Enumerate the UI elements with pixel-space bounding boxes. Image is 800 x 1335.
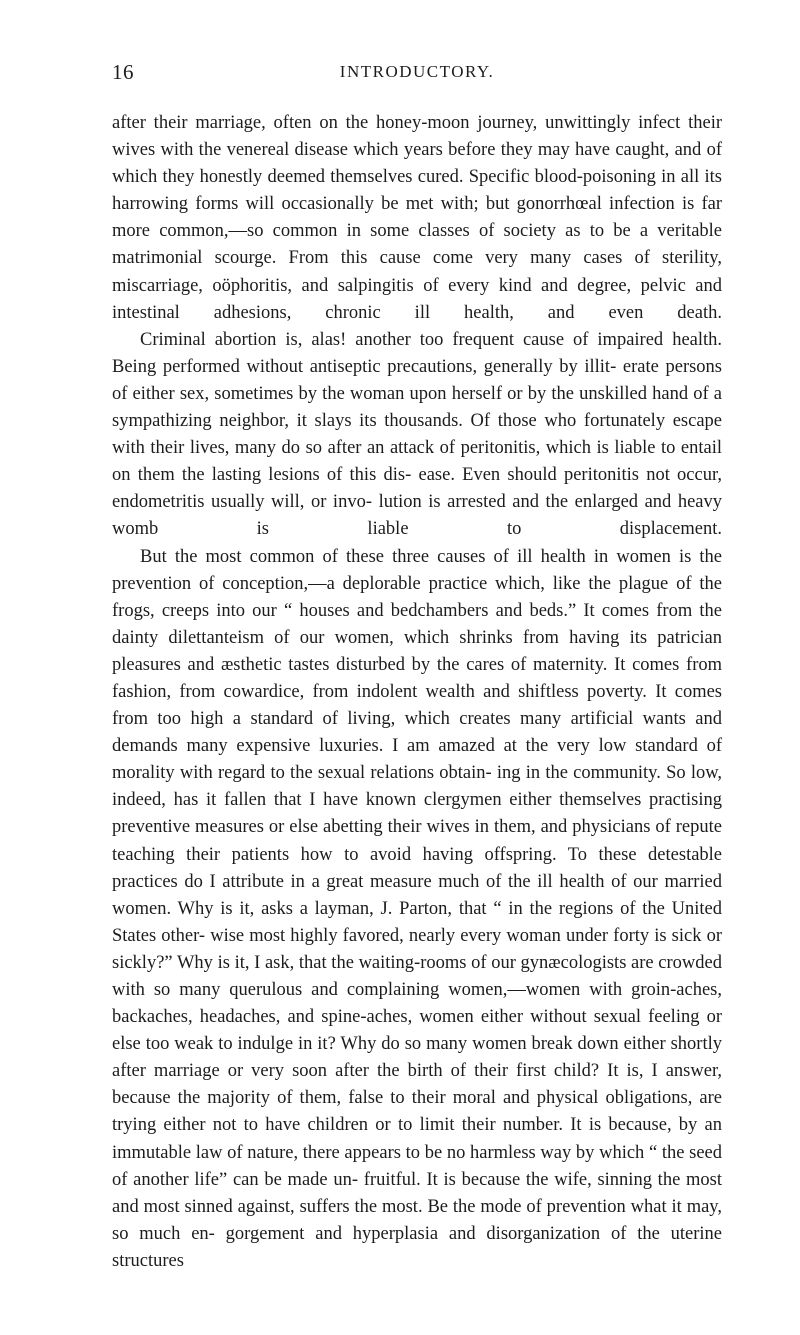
text-line: gorgement and hyperplasia and disorganization of the uterine structures [112,1223,722,1271]
text-line: wise most highly favored, nearly every woman under forty is sick or sickly?” [112,925,722,973]
text-line: poverty. It comes from too high a standard of living, which creates many [112,681,723,730]
running-head: INTRODUCTORY. [339,62,495,81]
text-line: backaches, headaches, and spine-aches, women either without sexual feeling [112,1007,700,1028]
text-line: It comes from fashion, from cowardice, from indolent wealth and shiftless [112,654,723,702]
text-line: ing in the community. So low, indeed, has it fallen that I have known [112,763,722,811]
text-line: from the dainty dilettanteism of our women, which shrinks from having its [112,600,722,648]
text-line: suffers the most. Be the mode of prevention what it may, so much en- [112,1196,722,1244]
text-line: the unskilled hand of a sympathizing neighbor, it slays its thousands. Of [112,383,723,432]
text-line: clergymen either themselves practising preventive measures or else abetting [112,790,722,838]
text-line: artificial wants and demands many expensive luxuries. I am amazed at the [112,709,722,757]
text-line: very low standard of morality with regard to the sexual relations obtain- [112,736,723,784]
text-line: peritonitis, which is liable to entail on them the lasting lesions of this dis- [112,438,722,486]
text-line: be no harmless way by which “ the seed of another life” can be made un- [112,1142,723,1190]
text-line: very many cases of sterility, miscarriage, oöphoritis, and salpingitis of every [112,248,722,296]
text-line: ease. Even should peritonitis not occur, endometritis usually will, or invo- [112,465,723,513]
paragraph [112,110,722,327]
text-line: caught, and of which they honestly deemed themselves cured. Specific [112,140,723,188]
text-line: with so many querulous and complaining women,—women with groin-aches, [112,980,722,1000]
text-line: after their marriage, often on the honey-moon journey, unwittingly infect [112,113,681,133]
text-line: It is, I answer, because the majority of them, false to their moral and [112,1061,722,1109]
paragraph [112,544,722,1276]
text-line: those who fortunately escape with their lives, many do so after an attack of [112,411,723,459]
text-line: lution is arrested and the enlarged and heavy womb is liable to displacement. [112,492,723,540]
text-line: erate persons of either sex, sometimes by the woman upon herself or by [112,356,723,404]
text-line: Criminal abortion is, alas! another too frequent cause of impaired [140,329,664,350]
text-line: even death. [608,302,722,323]
text-line: their wives with the venereal disease which years before they may have [112,113,722,161]
text-line: either shortly after marriage or very soon after the birth of their first child? [112,1034,722,1082]
text-line: blood-poisoning in all its harrowing forms will occasionally be met with; [112,167,722,215]
text-line: the frogs, creeps into our “ houses and bedchambers and beds.” It comes [112,573,722,621]
page-number: 16 [112,60,134,84]
text-line: But the most common of these three causes of ill health in women is the [140,546,722,567]
text-line: of society as to be a veritable matrimonial scourge. From this cause come [112,221,723,269]
text-line: but gonorrhœal infection is far more common,—so common in some classes [112,194,723,242]
page-header [112,60,722,84]
text-line: fruitful. It is because the wife, sinning the most and most sinned against, [112,1169,722,1217]
text-line: or else too weak to indulge in it? Why do so many women break down [112,1007,722,1055]
text-line: Why is it, I ask, that the waiting-rooms of our gynæcologists are crowded [176,952,722,973]
paragraph [112,327,722,544]
text-line: patrician pleasures and æsthetic tastes disturbed by the cares of maternity. [112,627,722,675]
body-text [112,110,722,1275]
text-line: a great measure much of the ill health of our married women. Why is it, [112,871,722,919]
text-line: to avoid having offspring. To these detestable practices do I attribute in [112,844,723,892]
text-line: asks a layman, J. Parton, that “ in the regions of the United States other- [112,898,722,946]
text-line: health. Being performed without antiseptic precautions, generally by illit- [112,329,723,377]
text-line: prevention of conception,—a deplorable practice which, like the plague of [112,573,692,594]
text-line: physical obligations, are trying either not to have children or to limit their [112,1088,723,1136]
text-line: number. It is because, by an immutable law of nature, there appears to [112,1115,723,1163]
text-line: kind and degree, pelvic and intestinal adhesions, chronic ill health, and [112,275,723,323]
text-line: their wives in them, and physicians of repute teaching their patients how [112,817,722,865]
